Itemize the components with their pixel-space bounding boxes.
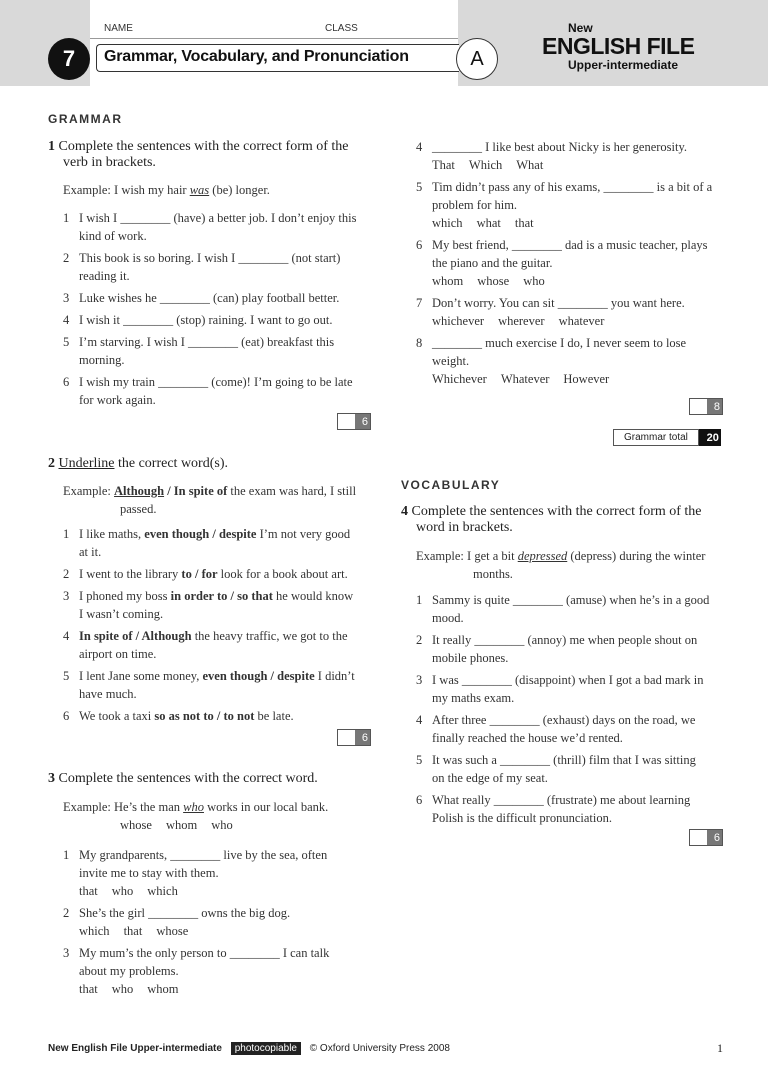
item-number: 3	[416, 673, 423, 687]
example-text: (depress) during the winter	[567, 549, 706, 563]
q4-score-total: 6	[707, 830, 722, 845]
list-item	[63, 667, 383, 703]
item-text: weight.	[432, 354, 470, 368]
item-number: 5	[63, 669, 70, 683]
list-item	[416, 591, 736, 627]
q3-instruction	[48, 771, 378, 787]
item-text: What really ________ (frustrate) me about learning	[432, 793, 691, 807]
item-options	[416, 158, 557, 172]
item-text: look for a book about art.	[217, 567, 348, 581]
grammar-total	[613, 429, 721, 446]
choice-option-b[interactable]: to not	[223, 709, 255, 723]
item-number: 1	[63, 211, 70, 225]
item-text: on the edge of my seat.	[432, 771, 548, 785]
option[interactable]: Whatever	[500, 372, 550, 386]
item-text: I wish I ________ (have) a better job. I don’t enjoy this	[79, 211, 357, 225]
q4-instruction	[401, 504, 741, 536]
q4-instruction-line2: word in brackets.	[416, 520, 513, 535]
option[interactable]: whom	[432, 274, 464, 288]
item-text: Luke wishes he ________ (can) play football better.	[79, 291, 340, 305]
choice-option-a[interactable]: In spite of	[79, 629, 133, 643]
unit-number-badge: 7	[48, 38, 90, 80]
option[interactable]: what	[476, 216, 501, 230]
item-options	[416, 314, 618, 328]
q2-instruction-rest: the correct word(s).	[114, 456, 228, 471]
option[interactable]: That	[432, 158, 455, 172]
item-number: 2	[63, 906, 70, 920]
page-title: Grammar, Vocabulary, and Pronunciation	[104, 48, 409, 65]
item-number: 1	[63, 848, 70, 862]
example-label: Example:	[416, 549, 464, 563]
option: whom	[165, 818, 198, 832]
q4-example	[416, 547, 705, 583]
list-item	[416, 671, 736, 707]
q2-instruction-underline: Underline	[58, 456, 115, 471]
option[interactable]: wherever	[498, 314, 545, 328]
name-label: NAME	[104, 23, 133, 34]
item-text: After three ________ (exhaust) days on the road, we	[432, 713, 696, 727]
q3-item-list-left	[63, 846, 383, 1002]
q4-number: 4	[401, 504, 408, 519]
q3-number: 3	[48, 771, 55, 786]
choice-separator: /	[213, 709, 224, 723]
item-text: It really ________ (annoy) me when people shout on	[432, 633, 698, 647]
footer-copyright: © Oxford University Press 2008	[309, 1043, 450, 1054]
list-item	[416, 791, 736, 827]
item-number: 2	[63, 251, 70, 265]
item-number: 5	[416, 180, 423, 194]
choice-separator: /	[191, 567, 202, 581]
item-number: 7	[416, 296, 423, 310]
list-item	[416, 751, 736, 787]
q2-score-total: 6	[355, 730, 370, 745]
page-number: 1	[717, 1041, 723, 1055]
item-number: 8	[416, 336, 423, 350]
choice-option-a[interactable]: even though	[144, 527, 210, 541]
list-item	[63, 289, 383, 307]
item-text: mobile phones.	[432, 651, 509, 665]
item-text: for work again.	[79, 393, 156, 407]
item-text: I was ________ (disappoint) when I got a bad mark in	[432, 673, 704, 687]
option[interactable]: whatever	[558, 314, 605, 328]
photocopiable-badge: photocopiable	[231, 1042, 301, 1055]
item-text: She’s the girl ________ owns the big dog.	[79, 906, 291, 920]
example-text: I get a bit	[467, 549, 518, 563]
choice-option-a[interactable]: to	[181, 567, 192, 581]
item-text: the piano and the guitar.	[432, 256, 553, 270]
item-text: the heavy traffic, we got to the	[191, 629, 348, 643]
item-text: mood.	[432, 611, 464, 625]
option[interactable]: who	[111, 884, 134, 898]
score-entry[interactable]	[338, 730, 355, 745]
item-text: My best friend, ________ dad is a music teacher, plays	[432, 238, 708, 252]
q2-item-list	[63, 525, 383, 729]
item-text: reading it.	[79, 269, 130, 283]
item-number: 2	[416, 633, 423, 647]
choice-separator: /	[132, 629, 142, 643]
q1-score-box	[337, 413, 371, 430]
item-text: kind of work.	[79, 229, 147, 243]
list-item	[63, 944, 383, 998]
item-text: ________ I like best about Nicky is her generosity.	[432, 140, 688, 154]
brand-logo: ENGLISH FILE	[542, 33, 695, 59]
option: who	[211, 818, 233, 832]
choice-separator: /	[209, 527, 219, 541]
item-text: Polish is the difficult pronunciation.	[432, 811, 612, 825]
item-text: I wish it ________ (stop) raining. I want to go out.	[79, 313, 333, 327]
list-item	[416, 236, 736, 290]
item-text: I didn’t	[314, 669, 355, 683]
list-item	[416, 631, 736, 667]
item-text: Sammy is quite ________ (amuse) when he’s in a good	[432, 593, 710, 607]
item-text: about my problems.	[79, 964, 179, 978]
option[interactable]: that	[79, 884, 98, 898]
example-text: works in our local bank.	[203, 800, 329, 814]
item-number: 6	[63, 375, 70, 389]
choice-option-b[interactable]: so that	[237, 589, 273, 603]
example-label: Example:	[63, 800, 111, 814]
list-item	[63, 249, 383, 285]
item-number: 1	[416, 593, 423, 607]
footer-book-title: New English File Upper-intermediate	[48, 1043, 222, 1054]
choice-option-a[interactable]: even though	[202, 669, 268, 683]
item-number: 4	[63, 313, 70, 327]
item-text: be late.	[254, 709, 294, 723]
item-text: morning.	[79, 353, 125, 367]
q2-number: 2	[48, 456, 55, 471]
item-number: 5	[416, 753, 423, 767]
list-item	[416, 294, 736, 330]
version-badge: A	[456, 38, 498, 80]
example-text: passed.	[120, 502, 157, 516]
item-number: 6	[416, 238, 423, 252]
example-text: (be) longer.	[209, 183, 270, 197]
list-item	[63, 565, 383, 583]
option[interactable]: whichever	[432, 314, 485, 328]
q1-number: 1	[48, 139, 55, 154]
choice-separator: /	[227, 589, 238, 603]
class-label: CLASS	[325, 23, 358, 34]
choice-option-b[interactable]: despite	[277, 669, 315, 683]
q3-instruction-text: Complete the sentences with the correct word.	[58, 771, 318, 786]
item-text: my maths exam.	[432, 691, 515, 705]
example-sep: /	[164, 484, 174, 498]
item-text: problem for him.	[432, 198, 518, 212]
option[interactable]: whose	[156, 924, 189, 938]
name-line	[90, 38, 458, 39]
score-entry[interactable]	[690, 830, 707, 845]
item-text: I wasn’t coming.	[79, 607, 164, 621]
item-text: I wish my train ________ (come)! I’m going to be late	[79, 375, 353, 389]
brand-level: Upper-intermediate	[568, 58, 679, 72]
item-text: This book is so boring. I wish I ________ (not start)	[79, 251, 341, 265]
option[interactable]: Which	[468, 158, 503, 172]
example-label: Example:	[63, 183, 111, 197]
q2-instruction	[48, 456, 378, 472]
option: whose	[120, 818, 152, 832]
item-options	[416, 216, 548, 230]
example-text: months.	[473, 567, 513, 581]
item-number: 4	[416, 713, 423, 727]
header-name-area	[90, 0, 458, 86]
list-item	[63, 587, 383, 623]
item-text: My grandparents, ________ live by the sea, often	[79, 848, 328, 862]
q4-item-list	[416, 591, 736, 831]
list-item	[416, 711, 736, 747]
item-text: airport on time.	[79, 647, 157, 661]
option[interactable]: who	[111, 982, 134, 996]
item-number: 6	[63, 709, 70, 723]
item-options	[416, 372, 623, 386]
option[interactable]: whom	[147, 982, 179, 996]
item-text: I phoned my boss	[79, 589, 171, 603]
item-text: I went to the library	[79, 567, 182, 581]
choice-option-b[interactable]: despite	[218, 527, 257, 541]
brand-new: New	[568, 21, 593, 35]
item-number: 1	[63, 527, 70, 541]
q1-instruction	[48, 139, 378, 171]
item-number: 6	[416, 793, 423, 807]
item-text: We took a taxi	[79, 709, 155, 723]
option[interactable]: However	[563, 372, 610, 386]
vocabulary-heading: VOCABULARY	[401, 478, 501, 492]
choice-option-a[interactable]: so as not to	[154, 709, 214, 723]
choice-option-b[interactable]: for	[201, 567, 218, 581]
item-number: 5	[63, 335, 70, 349]
example-label: Example:	[63, 484, 111, 498]
choice-option-a[interactable]: in order to	[170, 589, 228, 603]
example-answer: Although	[114, 484, 165, 498]
q2-score-box	[337, 729, 371, 746]
q4-score-box	[689, 829, 723, 846]
option[interactable]: that	[514, 216, 534, 230]
item-text: I’m starving. I wish I ________ (eat) breakfast this	[79, 335, 335, 349]
option[interactable]: that	[123, 924, 143, 938]
q1-instruction-line2: verb in brackets.	[63, 155, 156, 170]
item-text: I like maths,	[79, 527, 145, 541]
option[interactable]: Whichever	[432, 372, 487, 386]
item-text: I’m not very good	[256, 527, 351, 541]
q3-item-list-right	[416, 138, 736, 392]
q1-score-total: 6	[355, 414, 370, 429]
q3-score-box	[689, 398, 723, 415]
q4-instruction-line1: Complete the sentences with the correct form of the	[411, 504, 702, 519]
item-options	[416, 274, 559, 288]
example-text: He’s the man	[114, 800, 184, 814]
example-answer: who	[183, 800, 204, 814]
item-number: 4	[416, 140, 423, 154]
choice-option-b[interactable]: Although	[141, 629, 192, 643]
list-item	[416, 334, 736, 388]
option[interactable]: What	[516, 158, 544, 172]
item-number: 2	[63, 567, 70, 581]
item-text: he would know	[272, 589, 354, 603]
list-item	[63, 373, 383, 409]
grammar-total-label: Grammar total	[613, 429, 699, 446]
example-text: the exam was hard, I still	[227, 484, 357, 498]
list-item	[63, 904, 383, 940]
list-item	[63, 209, 383, 245]
example-options	[63, 818, 247, 832]
option[interactable]: which	[147, 884, 178, 898]
example-option: In spite of	[173, 484, 228, 498]
option[interactable]: whose	[477, 274, 510, 288]
footer	[48, 1043, 450, 1054]
item-text: It was such a ________ (thrill) film that I was sitting	[432, 753, 696, 767]
option[interactable]: which	[432, 216, 463, 230]
item-number: 4	[63, 629, 70, 643]
item-text: at it.	[79, 545, 102, 559]
choice-separator: /	[267, 669, 278, 683]
option[interactable]: who	[523, 274, 545, 288]
list-item	[63, 525, 383, 561]
score-entry[interactable]	[338, 414, 355, 429]
grammar-total-value: 20	[699, 429, 721, 446]
item-number: 3	[63, 946, 70, 960]
list-item	[63, 333, 383, 369]
list-item	[63, 707, 383, 725]
q1-instruction-line1: Complete the sentences with the correct form of the	[58, 139, 349, 154]
q1-item-list	[63, 209, 383, 413]
item-text: Tim didn’t pass any of his exams, ________ is a bit of a	[432, 180, 713, 194]
q2-example	[63, 482, 356, 518]
item-options	[63, 982, 193, 996]
item-options	[63, 924, 202, 938]
item-text: ________ much exercise I do, I never seem to lose	[432, 336, 687, 350]
item-text: invite me to stay with them.	[79, 866, 219, 880]
item-text: finally reached the house we’d rented.	[432, 731, 623, 745]
item-text: My mum’s the only person to ________ I can talk	[79, 946, 330, 960]
list-item	[416, 178, 736, 232]
option[interactable]: which	[79, 924, 110, 938]
item-text: Don’t worry. You can sit ________ you want here.	[432, 296, 685, 310]
option[interactable]: that	[79, 982, 98, 996]
item-number: 3	[63, 291, 70, 305]
example-text: I wish my hair	[114, 183, 190, 197]
score-entry[interactable]	[690, 399, 707, 414]
example-answer: depressed	[517, 549, 568, 563]
example-answer: was	[189, 183, 210, 197]
list-item	[416, 138, 736, 174]
item-options	[63, 884, 192, 898]
q3-example	[63, 798, 328, 834]
item-text: I lent Jane some money,	[79, 669, 203, 683]
grammar-heading: GRAMMAR	[48, 112, 123, 126]
item-text: have much.	[79, 687, 137, 701]
item-number: 3	[63, 589, 70, 603]
list-item	[63, 311, 383, 329]
list-item	[63, 846, 383, 900]
list-item	[63, 627, 383, 663]
q3-score-total: 8	[707, 399, 722, 414]
q1-example	[63, 181, 270, 199]
